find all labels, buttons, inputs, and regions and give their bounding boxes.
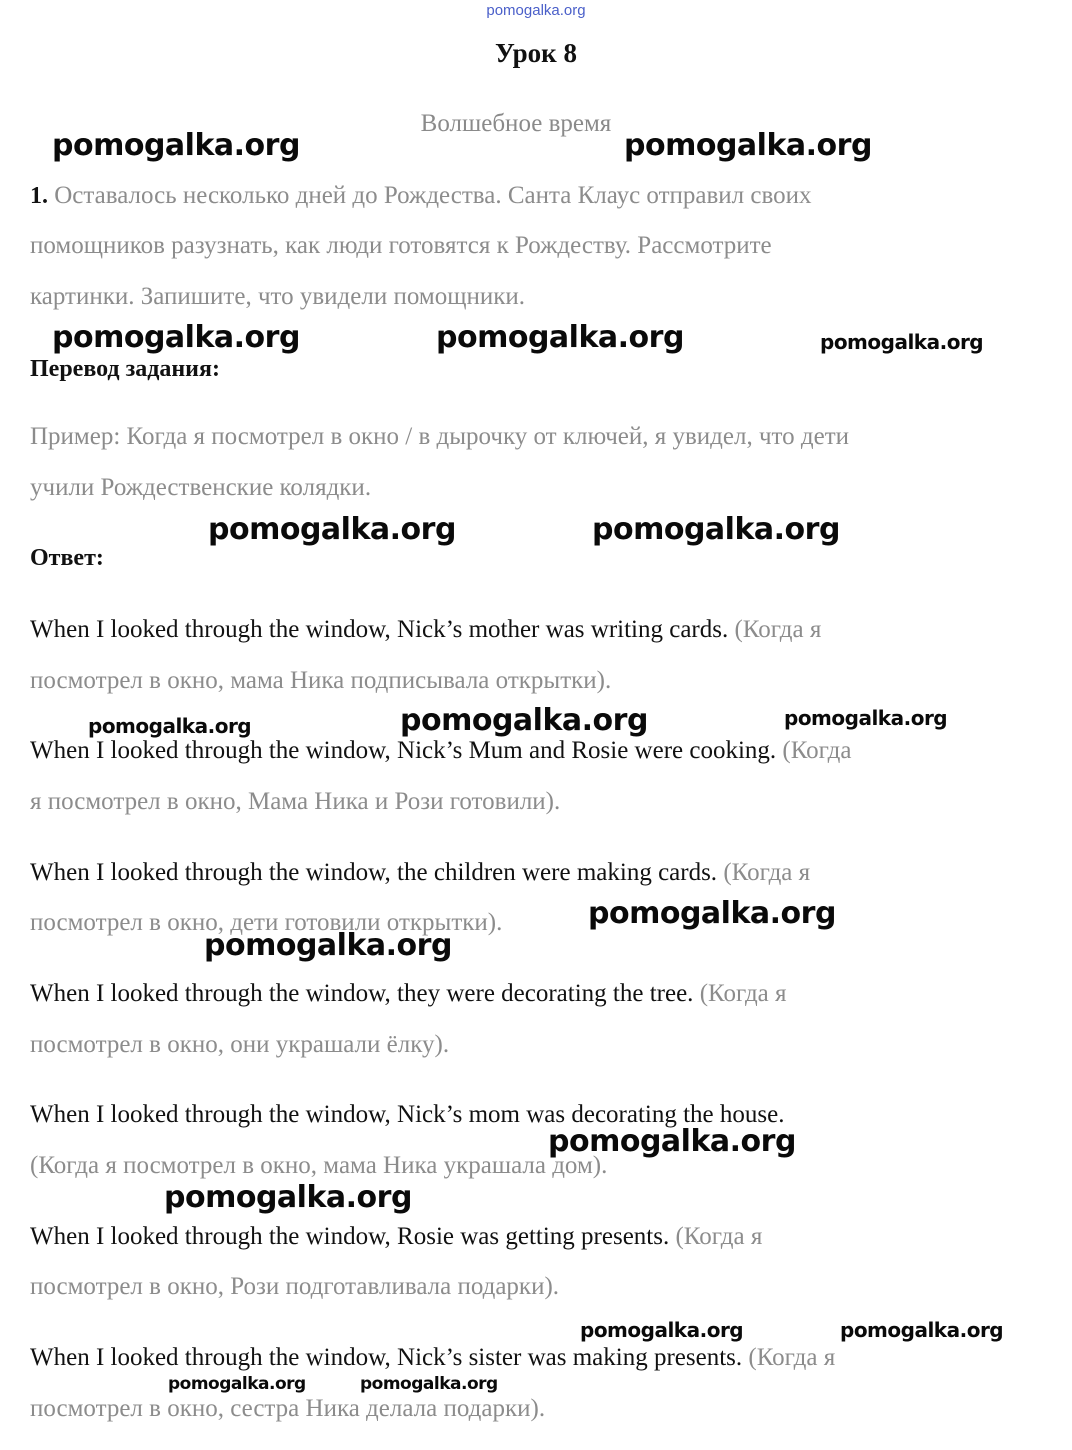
answer-en: When I looked through the window, Rosie was getting presents. [30,1223,670,1250]
watermark: pomogalka.org [820,330,984,354]
watermark: pomogalka.org [52,320,300,355]
answer-ru-line: я посмотрел в окно, Мама Ника и Рози готовили). [30,788,561,815]
answer-ru: (Когда я [675,1223,763,1250]
answer-ru-line: посмотрел в окно, мама Ника подписывала открытки). [30,667,612,694]
answer-ru-line: посмотрел в окно, дети готовили открытки). [30,909,503,936]
watermark: pomogalka.org [204,928,452,963]
watermark: pomogalka.org [624,128,872,163]
answer-en: When I looked through the window, Nick’s sister was making presents. [30,1344,743,1371]
task-line-1 [30,182,812,210]
answer-en: When I looked through the window, they were decorating the tree. [30,980,694,1007]
watermark: pomogalka.org [580,1318,744,1342]
answer-ru: (Когда я [723,859,811,886]
translation-line-2: учили Рождественские колядки. [30,474,372,501]
watermark: pomogalka.org [588,896,836,931]
watermark: pomogalka.org [88,714,252,738]
watermark: pomogalka.org [592,512,840,547]
answer-ru: (Когда я [748,1344,836,1371]
watermark: pomogalka.org [784,706,948,730]
answer-ru: (Когда [782,737,852,764]
site-link[interactable]: pomogalka.org [486,2,586,19]
answer-item [30,859,810,887]
answer-ru: (Когда я [699,980,787,1007]
watermark: pomogalka.org [168,1374,306,1394]
watermark: pomogalka.org [208,512,456,547]
answer-ru-line: посмотрел в окно, Рози подготавливала подарки). [30,1273,560,1300]
answer-ru-line: посмотрел в окно, сестра Ника делала подарки). [30,1395,546,1422]
watermark: pomogalka.org [400,703,648,738]
answer-item [30,737,852,765]
watermark: pomogalka.org [548,1124,796,1159]
answer-item [30,1223,762,1251]
answer-en: When I looked through the window, Nick’s mom was decorating the house. [30,1101,785,1128]
lesson-title: Урок 8 [495,38,577,68]
answer-en: When I looked through the window, Nick’s Mum and Rosie were cooking. [30,737,777,764]
answer-ru: (Когда я [734,616,822,643]
translation-line-1: Пример: Когда я посмотрел в окно / в дырочку от ключей, я увидел, что дети [30,423,850,450]
answer-ru-line: посмотрел в окно, они украшали ёлку). [30,1031,450,1058]
answer-item [30,1344,835,1372]
task-number: 1. [30,183,48,209]
answer-item [30,616,821,644]
task-text: Оставалось несколько дней до Рождества. Санта Клаус отправил своих [54,182,812,209]
answer-en: When I looked through the window, Nick’s mother was writing cards. [30,616,729,643]
watermark: pomogalka.org [840,1318,1004,1342]
task-line-2: помощников разузнать, как люди готовятся к Рождеству. Рассмотрите [30,232,772,259]
watermark: pomogalka.org [52,128,300,163]
task-line-3: картинки. Запишите, что увидели помощники. [30,283,525,310]
answer-ru-line: (Когда я посмотрел в окно, мама Ника украшала дом). [30,1152,608,1179]
answer-heading: Ответ: [30,545,104,571]
answer-item [30,980,787,1008]
section-title: Волшебное время [420,110,612,137]
answer-en: When I looked through the window, the children were making cards. [30,859,718,886]
watermark: pomogalka.org [164,1180,412,1215]
watermark: pomogalka.org [436,320,684,355]
translation-heading: Перевод задания: [30,356,220,382]
watermark: pomogalka.org [360,1374,498,1394]
